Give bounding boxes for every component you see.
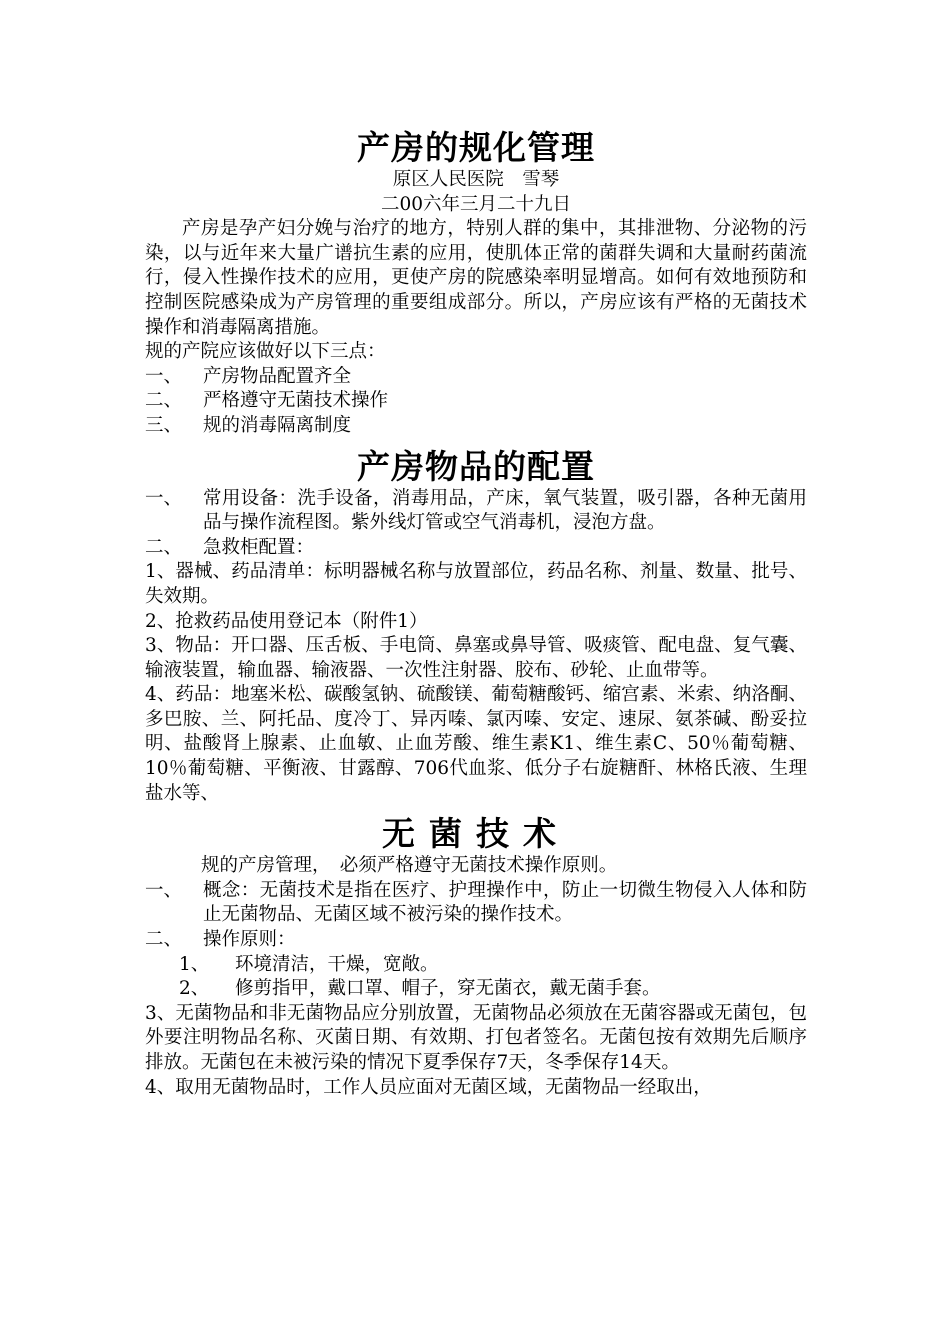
config-list-item: 2、抢救药品使用登记本（附件1）: [145, 610, 428, 632]
config-text: 急救柜配置：: [203, 536, 315, 558]
point-number: 一、: [145, 365, 183, 387]
author-line: 原区人民医院 雪琴: [392, 169, 560, 190]
point-item: [145, 389, 807, 414]
principle-number: 2、: [179, 978, 210, 1000]
config-text: 常用设备：洗手设备，消毒用品，产床，氧气装置，吸引器，各种无菌用品与操作流程图。紫外线灯管或空气消毒机，浸泡方盘。: [203, 487, 807, 534]
point-number: 二、: [145, 390, 183, 412]
date-line: 二00六年三月二十九日: [380, 193, 572, 215]
intro-paragraph: 产房是孕产妇分娩与治疗的地方，特别人群的集中，其排泄物、分泌物的污染，以与近年来大量广谱抗生素的应用，使肌体正常的菌群失调和大量耐药菌流行，侵入性操作技术的应用，更使产房的院感染率明显增高。如何有效地预防和控制医院感染成为产房管理的重要组成部分。所以，产房应该有严格的无菌技术操作和消毒隔离措施。: [145, 218, 807, 338]
aseptic-list-item: 4、取用无菌物品时，工作人员应面对无菌区域，无菌物品一经取出，: [145, 1076, 712, 1098]
main-title: 产房的规化管理: [357, 128, 595, 167]
point-number: 三、: [145, 414, 183, 436]
principle-subitem: [145, 953, 807, 978]
point-item: [145, 414, 807, 439]
aseptic-text: 概念：无菌技术是指在医疗、护理操作中，防止一切微生物侵入人体和防止无菌物品、无菌区域不被污染的操作技术。: [203, 879, 807, 926]
aseptic-item: [145, 928, 807, 953]
principle-subitem: [145, 977, 807, 1002]
aseptic-intro: 规的产房管理， 必须严格遵守无菌技术操作原则。: [201, 855, 618, 877]
aseptic-item: [145, 879, 807, 928]
principle-number: 1、: [179, 953, 210, 975]
config-item: [145, 536, 807, 561]
principle-text: 修剪指甲，戴口罩、帽子，穿无菌衣，戴无菌手套。: [235, 978, 661, 1000]
config-list-item: 3、物品：开口器、压舌板、手电筒、鼻塞或鼻导管、吸痰管、配电盘、复气囊、输液装置，输血器、输液器、一次性注射器、胶布、砂轮、止血带等。: [145, 635, 807, 681]
point-text: 规的消毒隔离制度: [203, 414, 352, 436]
section-title-config: 产房物品的配置: [357, 446, 595, 486]
document-page: [145, 120, 807, 1100]
aseptic-number: 二、: [145, 929, 183, 951]
three-points-intro: 规的产院应该做好以下三点：: [145, 341, 386, 363]
aseptic-number: 一、: [145, 879, 183, 901]
point-text: 产房物品配置齐全: [203, 365, 352, 387]
config-item: [145, 487, 807, 536]
aseptic-text: 操作原则：: [203, 929, 296, 951]
section-title-aseptic: 无菌技术: [382, 814, 570, 854]
config-list-item: 1、器械、药品清单：标明器械名称与放置部位，药品名称、剂量、数量、批号、失效期。: [145, 561, 807, 607]
point-item: [145, 365, 807, 390]
config-list-item: 4、药品：地塞米松、碳酸氢钠、硫酸镁、葡萄糖酸钙、缩宫素、米索、纳洛酮、多巴胺、兰、阿托品、度冷丁、异丙嗪、氯丙嗪、安定、速尿、氨茶碱、酚妥拉明、盐酸肾上腺素、止血敏、止血芳酸、维生素K1、维生素C、50％葡萄糖、10％葡萄糖、平衡液、甘露醇、706代血浆、低分子右旋糖酐、林格氏液、生理盐水等、: [145, 684, 807, 804]
config-number: 二、: [145, 536, 183, 558]
aseptic-list-item: 3、无菌物品和非无菌物品应分别放置，无菌物品必须放在无菌容器或无菌包，包外要注明物品名称、灭菌日期、有效期、打包者签名。无菌包按有效期先后顺序排放。无菌包在未被污染的情况下夏季保存7天，冬季保存14天。: [145, 1002, 807, 1073]
principle-text: 环境清洁，干燥，宽敞。: [235, 953, 439, 975]
config-number: 一、: [145, 487, 183, 509]
point-text: 严格遵守无菌技术操作: [203, 390, 389, 412]
